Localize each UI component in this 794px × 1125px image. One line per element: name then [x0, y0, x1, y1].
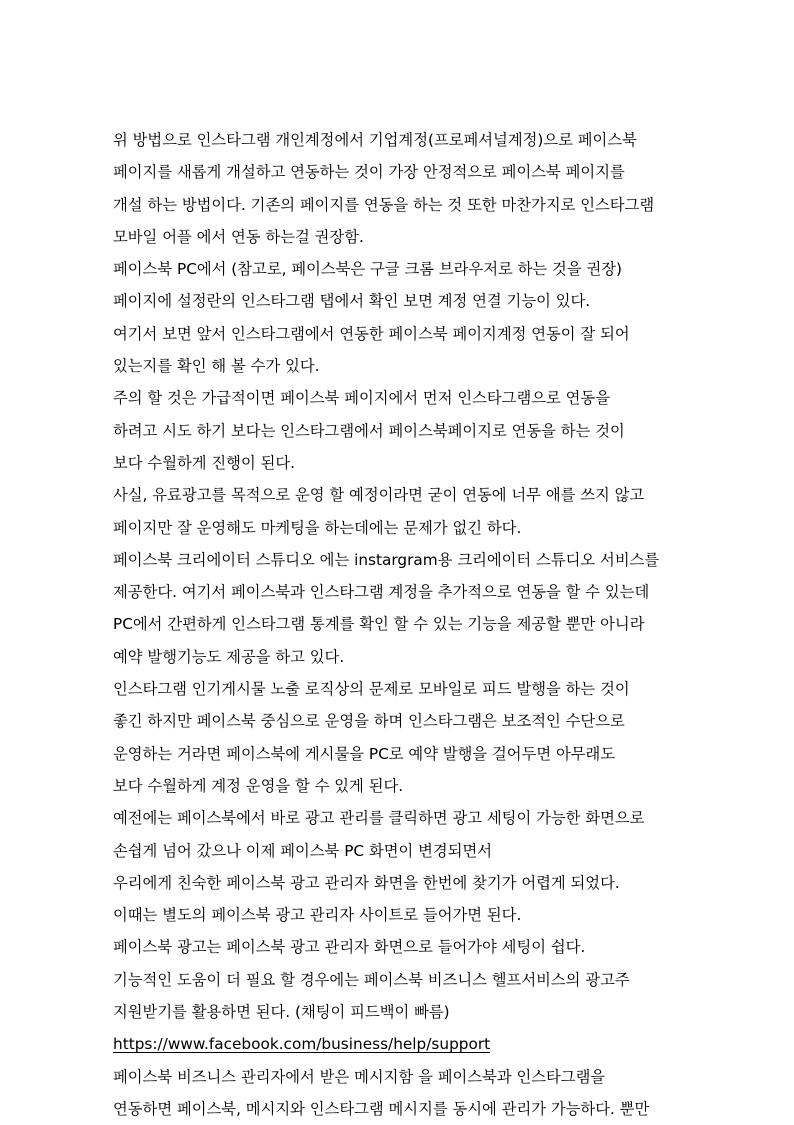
- text-line-15: 제공한다. 여기서 페이스북과 인스타그램 계정을 추가적으로 연동을 할 수 있는데: [113, 583, 650, 602]
- text-line-13: 페이지만 잘 운영해도 마케팅을 하는데에는 문제가 없긴 하다.: [113, 518, 522, 537]
- text-line-4: 모바일 어플 에서 연동 하는걸 권장함.: [113, 227, 364, 246]
- support-link[interactable]: https://www.facebook.com/business/help/support: [113, 1035, 491, 1054]
- text-line-14: 페이스북 크리에이터 스튜디오 에는 instargram용 크리에이터 스튜디오 서비스를: [113, 550, 660, 569]
- support-link-line: [113, 1028, 688, 1060]
- text-line-27: 기능적인 도움이 더 필요 할 경우에는 페이스북 비즈니스 헬프서비스의 광고주: [113, 970, 630, 989]
- text-line-11: 보다 수월하게 진행이 된다.: [113, 453, 295, 472]
- text-line-18: 인스타그램 인기게시물 노출 로직상의 문제로 모바일로 피드 발행을 하는 것이: [113, 680, 630, 699]
- text-line-9: 주의 할 것은 가급적이면 페이스북 페이지에서 먼저 인스타그램으로 연동을: [113, 389, 610, 408]
- text-line-23: 손쉽게 넘어 갔으나 이제 페이스북 PC 화면이 변경되면서: [113, 841, 493, 860]
- text-line-24: 우리에게 친숙한 페이스북 광고 관리자 화면을 한번에 찾기가 어렵게 되었다.: [113, 873, 620, 892]
- body-text: [113, 124, 688, 1125]
- text-line-31: 연동하면 페이스북, 메시지와 인스타그램 메시지를 동시에 관리가 가능하다. 뿐만: [113, 1099, 650, 1118]
- text-line-2: 페이지를 새롭게 개설하고 연동하는 것이 가장 안정적으로 페이스북 페이지를: [113, 163, 625, 182]
- text-line-26: 페이스북 광고는 페이스북 광고 관리자 화면으로 들어가야 세팅이 쉽다.: [113, 938, 586, 957]
- text-line-8: 있는지를 확인 해 볼 수가 있다.: [113, 357, 320, 376]
- text-line-25: 이때는 별도의 페이스북 광고 관리자 사이트로 들어가면 된다.: [113, 906, 522, 925]
- text-line-30: 페이스북 비즈니스 관리자에서 받은 메시지함 을 페이스북과 인스타그램을: [113, 1067, 606, 1086]
- text-line-28: 지원받기를 활용하면 된다. (채팅이 피드백이 빠름): [113, 1003, 450, 1022]
- text-line-3: 개설 하는 방법이다. 기존의 페이지를 연동을 하는 것 또한 마찬가지로 인스타그램: [113, 195, 655, 214]
- text-line-21: 보다 수월하게 계정 운영을 할 수 있게 된다.: [113, 776, 404, 795]
- text-line-17: 예약 발행기능도 제공을 하고 있다.: [113, 647, 345, 666]
- text-line-6: 페이지에 설정란의 인스타그램 탭에서 확인 보면 계정 연결 기능이 있다.: [113, 292, 591, 311]
- text-line-5: 페이스북 PC에서 (참고로, 페이스북은 구글 크롬 브라우저로 하는 것을 권장): [113, 260, 622, 279]
- text-line-22: 예전에는 페이스북에서 바로 광고 관리를 클릭하면 광고 세팅이 가능한 화면으로: [113, 809, 645, 828]
- text-line-16: PC에서 간편하게 인스타그램 통계를 확인 할 수 있는 기능을 제공할 뿐만 아니라: [113, 615, 645, 634]
- text-line-10: 하려고 시도 하기 보다는 인스타그램에서 페이스북페이지로 연동을 하는 것이: [113, 421, 625, 440]
- text-line-7: 여기서 보면 앞서 인스타그램에서 연동한 페이스북 페이지계정 연동이 잘 되어: [113, 324, 630, 343]
- text-line-19: 좋긴 하지만 페이스북 중심으로 운영을 하며 인스타그램은 보조적인 수단으로: [113, 712, 625, 731]
- text-line-1: 위 방법으로 인스타그램 개인계정에서 기업계정(프로페셔널계정)으로 페이스북: [113, 131, 637, 149]
- text-line-12: 사실, 유료광고를 목적으로 운영 할 예정이라면 굳이 연동에 너무 애를 쓰지 않고: [113, 486, 645, 505]
- text-line-20: 운영하는 거라면 페이스북에 게시물을 PC로 예약 발행을 걸어두면 아무래도: [113, 744, 616, 763]
